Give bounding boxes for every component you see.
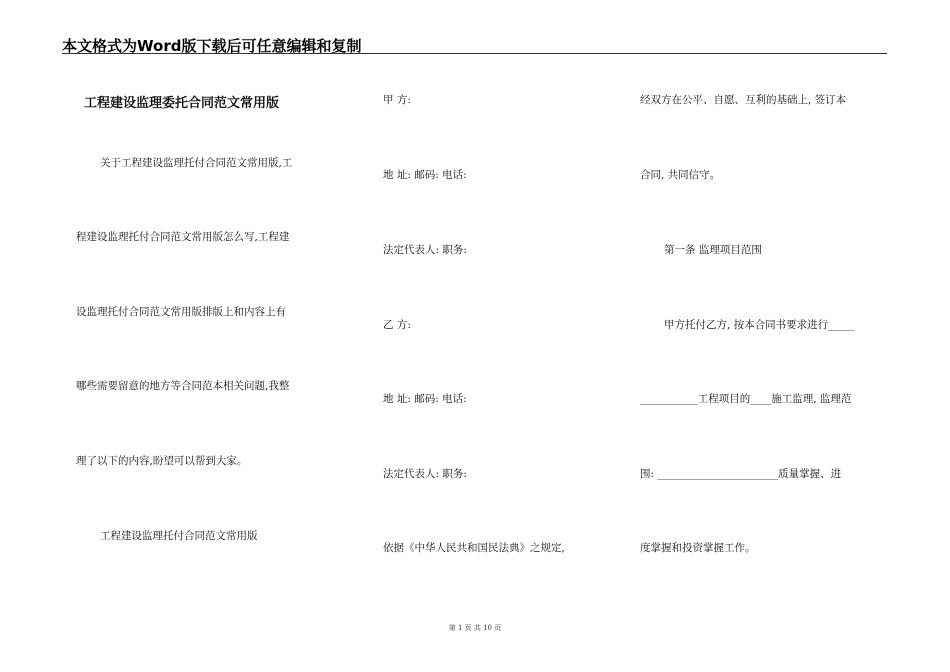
col1-line-5: 理了以下的内容,盼望可以帮到大家。 (76, 455, 248, 467)
col3-line-2: 合同, 共同信守。 (640, 169, 721, 181)
col3-line-3: 第一条 监理项目范围 (664, 244, 762, 256)
col2-line-4: 乙 方: (383, 319, 411, 331)
col2-line-2: 地 址: 邮码: 电话: (383, 169, 467, 181)
col2-line-6: 法定代表人: 职务: (383, 468, 467, 480)
col3-line-6: 围: _______________________质量掌握、进 (640, 468, 842, 480)
col3-line-7: 度掌握和投资掌握工作。 (640, 542, 756, 554)
document-header-title: 本文格式为Word版下载后可任意编辑和复制 (62, 37, 362, 55)
col3-line-5: ___________工程项目的____施工监理, 监理范 (640, 393, 852, 405)
col1-line-3: 设监理托付合同范文常用版排版上和内容上有 (76, 306, 286, 318)
col2-line-3: 法定代表人: 职务: (383, 244, 467, 256)
col2-line-7: 依据《中华人民共和国民法典》之规定, (383, 542, 565, 554)
col1-line-1: 关于工程建设监理托付合同范文常用版,工 (100, 157, 293, 169)
col3-line-1: 经双方在公平、自愿、互利的基础上, 签订本 (640, 94, 847, 106)
col3-line-4: 甲方托付乙方, 按本合同书要求进行_____ (664, 319, 855, 331)
document-title: 工程建设监理委托合同范文常用版 (84, 96, 280, 111)
page-number-footer: 第 1 页 共 10 页 (448, 624, 502, 632)
header-divider (62, 53, 887, 54)
col2-line-5: 地 址: 邮码: 电话: (383, 393, 467, 405)
col1-line-6: 工程建设监理托付合同范文常用版 (100, 530, 258, 542)
col1-line-2: 程建设监理托付合同范文常用版怎么写,工程建 (76, 231, 290, 243)
col2-line-1: 甲 方: (383, 94, 411, 106)
col1-line-4: 哪些需要留意的地方等合同范本相关问题,我整 (76, 380, 290, 392)
